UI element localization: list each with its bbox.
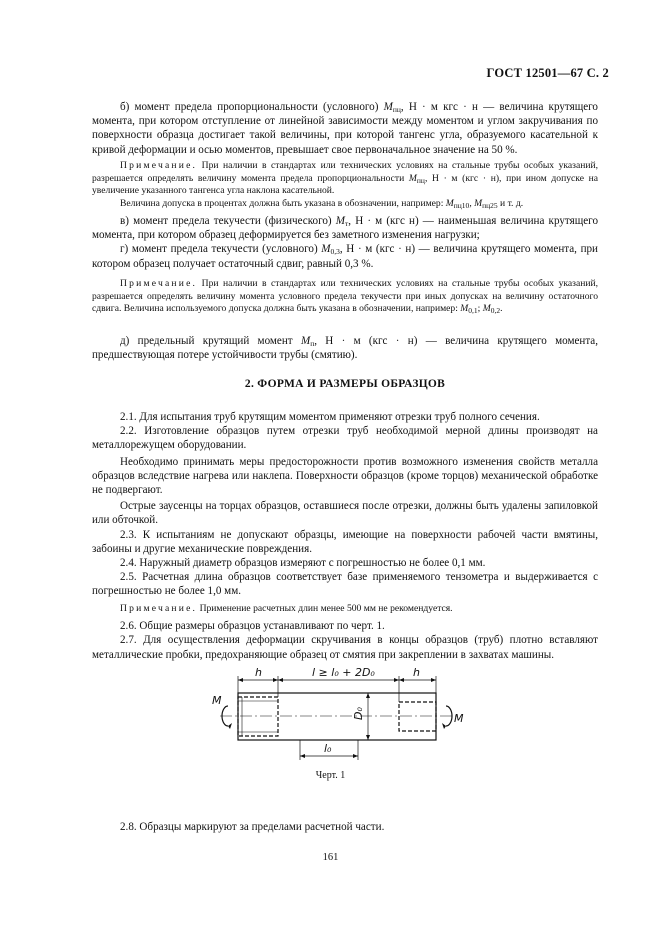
symbol-subscript: п bbox=[310, 339, 315, 348]
separator: ; bbox=[477, 303, 483, 315]
arrowhead bbox=[399, 678, 404, 682]
symbol-m: M bbox=[383, 101, 393, 113]
section-2-body bbox=[92, 410, 598, 662]
clause-g-text-2: , Н · м (кгс · н) — величина крутящего момента, при котором образец получает остаточный сдвиг, равный 0,3 %. bbox=[92, 243, 598, 270]
clause-d-text-2: , Н · м (кгс · н) — величина крутящего момента, предшествующая потере устойчивости трубы (смятию). bbox=[92, 335, 599, 362]
symbol-m: M bbox=[408, 172, 417, 184]
arrowhead bbox=[238, 678, 243, 682]
symbol-m: M bbox=[445, 197, 454, 209]
dim-label-diameter: D₀ bbox=[352, 707, 365, 720]
note-2 bbox=[92, 278, 598, 316]
arrowhead bbox=[228, 723, 232, 729]
note-1-text-1: При наличии в стандартах или технических условиях на стальные трубы особых указаний, разрешается определять величину момента предела пропорциональности bbox=[92, 160, 598, 184]
symbol-m: M bbox=[460, 303, 469, 315]
page-number: 161 bbox=[322, 852, 339, 863]
clause-d-text-1: д) предельный крутящий момент bbox=[120, 335, 301, 347]
note-3-text: Применение расчетных длин менее 500 мм не рекомендуется. bbox=[197, 602, 453, 614]
right-plug bbox=[399, 702, 436, 731]
tube-outline bbox=[238, 693, 436, 740]
note-2-text-1: При наличии в стандартах или технических условиях на стальные трубы особых указаний, разрешается определять величину момента условного предела текучести при иных допусках на величину остаточного сдвига. Величина используемого допуска должна быть указана в обозначении, например: bbox=[92, 278, 598, 315]
note-1-text-2: , Н · м (кгс · н), при ином допуске на увеличение указанного тангенса угла наклона касательной. bbox=[92, 172, 598, 197]
note-label: Примечание. bbox=[120, 602, 198, 614]
symbol-m: M bbox=[300, 335, 311, 347]
clause-b-text-2: , Н · м кгс · н — величина крутящего момента, при котором отступление от линейной зависимости между моментом и углом закручивания по поверхности образца достигает такой величины, при которой тангенс угла, образуемого касательной к кривой деформации и осью моментов, превышает свое первоначальное значение на 50 %. bbox=[92, 101, 598, 156]
dim-label-total: l ≥ l₀ + 2D₀ bbox=[312, 666, 375, 679]
clause-b bbox=[92, 100, 598, 157]
clause-2-2: 2.2. Изготовление образцов путем отрезки труб необходимой мерной длины производят на металлорежущем оборудовании. bbox=[92, 425, 598, 452]
symbol-m: M bbox=[482, 303, 491, 315]
arrowhead bbox=[442, 723, 446, 729]
symbol-subscript: пц bbox=[392, 105, 401, 114]
note-label: Примечание. bbox=[120, 160, 198, 171]
clause-2-4: 2.4. Наружный диаметр образцов измеряют с погрешностью не более 0,1 мм. bbox=[120, 557, 486, 570]
note-label: Примечание. bbox=[120, 278, 198, 289]
clause-2-7: 2.7. Для осуществления деформации скручивания в концы образцов (труб) плотно вставляют металлические пробки, предохраняющие образец от смятия при закреплении в захватах машины. bbox=[92, 634, 598, 661]
note-1 bbox=[92, 160, 598, 210]
arrowhead bbox=[300, 754, 305, 758]
clause-2-6: 2.6. Общие размеры образцов устанавливают по черт. 1. bbox=[120, 620, 385, 633]
arrowhead bbox=[366, 735, 370, 740]
clause-v-g bbox=[92, 214, 598, 271]
section-title: 2. ФОРМА И РАЗМЕРЫ ОБРАЗЦОВ bbox=[244, 378, 446, 390]
clause-b-text-1: б) момент предела пропорциональности (условного) bbox=[120, 101, 384, 113]
clause-2-5: 2.5. Расчетная длина образцов соответствует базе применяемого тензометра и выдерживается с погрешностью не более 1,0 мм. bbox=[92, 571, 598, 598]
note-2-tail: . bbox=[500, 303, 503, 315]
symbol-subscript: пц25 bbox=[482, 200, 498, 210]
left-plug bbox=[238, 697, 278, 736]
symbol-subscript: пц bbox=[416, 175, 425, 185]
symbol-subscript: т bbox=[345, 219, 349, 228]
note-1-tail: и т. д. bbox=[497, 197, 524, 209]
arrowhead bbox=[273, 678, 278, 682]
arrowhead bbox=[431, 678, 436, 682]
clause-g-text-1: г) момент предела текучести (условного) bbox=[120, 243, 322, 256]
symbol-m: M bbox=[321, 243, 331, 256]
arrowhead bbox=[394, 678, 399, 682]
moment-label-right: M bbox=[454, 712, 464, 725]
clause-v-text-2: , Н · м (кгс н) — наименьшая величина крутящего момента, при котором образец деформируется без заметного изменения нагрузки; bbox=[92, 215, 598, 242]
clause-2-8-block bbox=[92, 820, 598, 834]
symbol-m: M bbox=[335, 215, 346, 227]
clause-d bbox=[92, 334, 598, 362]
clause-2-3: 2.3. К испытаниям не допускают образцы, имеющие на поверхности рабочей части вмятины, забоины и другие механические повреждения. bbox=[92, 528, 598, 555]
clause-2-8: 2.8. Образцы маркируют за пределами расчетной части. bbox=[120, 821, 385, 833]
dim-label-l0: l₀ bbox=[324, 742, 332, 755]
clause-2-1: 2.1. Для испытания труб крутящим моментом применяют отрезки труб полного сечения. bbox=[120, 411, 540, 423]
document-header: ГОСТ 12501—67 С. 2 bbox=[486, 66, 609, 80]
section-2 bbox=[92, 378, 598, 390]
dim-label-h-right: h bbox=[413, 666, 420, 679]
separator: , bbox=[469, 197, 475, 209]
specimen-drawing bbox=[200, 666, 500, 766]
clause-2-2-b: Необходимо принимать меры предосторожности против возможного изменения свойств металла образцов вследствие нагрева или наклепа. Поверхности образцов (кроме торцов) механической обработке не подвергают. bbox=[92, 455, 598, 497]
clause-2-2-c: Острые заусенцы на торцах образцов, оставшиеся после отрезки, должны быть удалены запиловкой или обточкой. bbox=[92, 500, 598, 527]
arrowhead bbox=[366, 693, 370, 698]
moment-label-left: M bbox=[212, 694, 222, 707]
symbol-subscript: пц10 bbox=[453, 200, 470, 210]
arrowhead bbox=[278, 678, 283, 682]
dim-label-h-left: h bbox=[255, 666, 262, 679]
clause-v-text-1: в) момент предела текучести (физического) bbox=[120, 215, 336, 227]
note-1-line-2: Величина допуска в процентах должна быть указана в обозначении, например: bbox=[120, 197, 446, 209]
figure-caption: Черт. 1 bbox=[315, 770, 346, 781]
symbol-subscript: 0,1 bbox=[468, 306, 478, 316]
symbol-subscript: 0,3 bbox=[330, 247, 340, 257]
symbol-m: M bbox=[474, 197, 483, 209]
symbol-subscript: 0,2 bbox=[490, 306, 501, 316]
arrowhead bbox=[353, 754, 358, 758]
